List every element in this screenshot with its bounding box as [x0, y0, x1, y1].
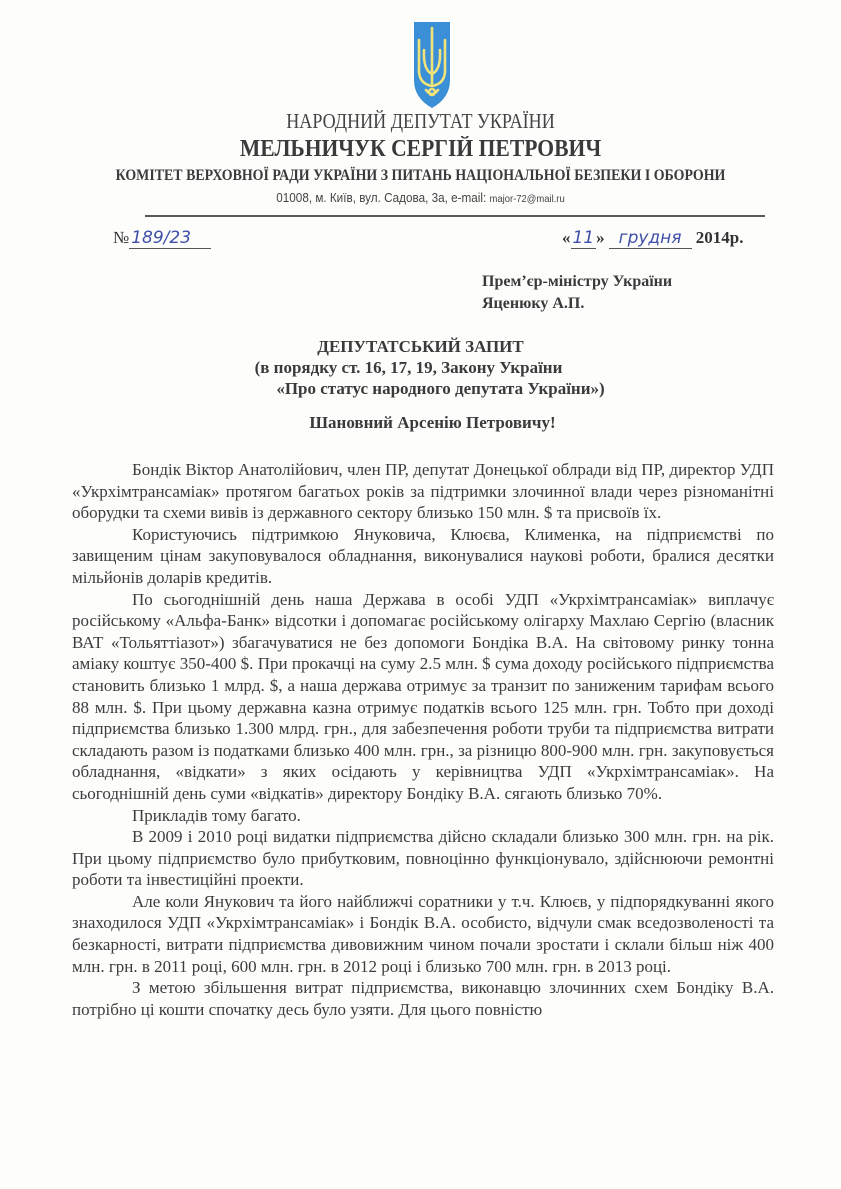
deputy-name: МЕЛЬНИЧУК СЕРГІЙ ПЕТРОВИЧ: [239, 136, 602, 162]
email-link[interactable]: major-72@mail.ru: [489, 193, 565, 205]
salutation: Шановний Арсенію Петровичу!: [309, 413, 556, 432]
postal-address: 01008, м. Київ, вул. Садова, 3а, e-mail:: [276, 190, 490, 205]
date-year: 2014р.: [691, 228, 744, 247]
date-quote-close: »: [596, 228, 605, 247]
paragraph: Прикладів тому багато.: [132, 805, 301, 825]
committee-name: КОМІТЕТ ВЕРХОВНОЇ РАДИ УКРАЇНИ З ПИТАНЬ НАЦІОНАЛЬНОЇ БЕЗПЕКИ І ОБОРОНИ: [115, 167, 726, 184]
addressee-block: [482, 271, 672, 315]
contact-address: [42, 190, 799, 205]
registration-number: [113, 228, 211, 248]
paragraph: По сьогоднішній день наша Держава в особі УДП «Укрхімтрансаміак» виплачує російському «Альфа-Банк» відсотки і допомагає російському олігарху Махлаю Сергію (власник ВАТ «Тольяттіазот») збагачуватися не без допомоги Бондіка В.А. На світовому ринку тонна аміаку коштує 350-400 $. При прокачці на суму 2.5 млн. $ сума доходу російського підприємства становить близько 1 млрд. $, а наша держава отримує за транзит по заниженим тарифам всього 88 млн. $. При цьому державна казна отримує податків всього 125 млн. грн. Тобто при доході підприємства близько 1.300 млрд. грн., для забезпечення роботи труби та підприємства витрати складають разом із податками близько 400 млн. грн., за різницю 800-900 млн. грн. закуповується обладнання, «відкати» з яких осідають у керівництва УДП «Укрхімтрансаміак». На сьогоднішній день суми «відкатів» директору Бондіку В.А. сягають близько 70%.: [72, 589, 774, 803]
addressee-name: Яценюку А.П.: [482, 295, 585, 312]
paragraph: В 2009 і 2010 році видатки підприємства дійсно складали близько 300 млн. грн. на рік. При цьому підприємство було прибутковим, повноцінно функціонувало, здійснюючи ремонтні роботи та інвестиційні проекти.: [72, 827, 774, 890]
handwritten-day: 11: [572, 228, 595, 248]
handwritten-number: 189/23: [129, 228, 211, 249]
addressee-position: Прем’єр-міністру України: [482, 273, 673, 290]
handwritten-month: грудня: [609, 228, 692, 249]
paragraph: З метою збільшення витрат підприємства, виконавцю злочинних схем Бондіку В.А. потрібно ці кошти спочатку десь було узяти. Для цього повністю: [72, 978, 774, 1019]
document-subtitle-legal-basis: (в порядку ст. 16, 17, 19, Закону України: [254, 358, 563, 377]
paragraph: Користуючись підтримкою Януковича, Клюєва, Клименка, на підприємстві по завищеним цінам закуповувалося обладнання, виконувалися наукові роботи, бралися десятки мільйонів доларів кредитів.: [72, 524, 774, 587]
ukraine-trident-icon: [412, 20, 452, 110]
date-quote-open: «: [562, 228, 571, 247]
letter-body: [72, 459, 774, 1020]
paragraph: Бондік Віктор Анатолійович, член ПР, депутат Донецької облради від ПР, директор УДП «Укрхімтрансаміак» протягом багатьох років за підтримки злочинної влади через різноманітні оборудки та схеми вивів із державного сектору близько 150 млн. $ та присвоїв їх.: [72, 460, 774, 523]
document-date: [562, 228, 744, 248]
header-divider: [145, 215, 765, 217]
document-title: ДЕПУТАТСЬКИЙ ЗАПИТ: [317, 337, 524, 356]
deputy-title: НАРОДНИЙ ДЕПУТАТ УКРАЇНИ: [286, 109, 555, 133]
number-sign: №: [113, 228, 130, 247]
document-subtitle-law-name: «Про статус народного депутата України»): [276, 379, 605, 398]
paragraph: Але коли Янукович та його найближчі соратники у т.ч. Клюєв, у підпорядкуванні якого знаходилося УДП «Укрхімтрансаміак» і Бондік В.А. особисто, відчули смак вседозволеності та безкарності, витрати підприємства дивовижним чином почали зростати і склали більш ніж 400 млн. грн. в 2011 році, 600 млн. грн. в 2012 році і близько 700 млн. грн. в 2013 році.: [72, 891, 774, 976]
